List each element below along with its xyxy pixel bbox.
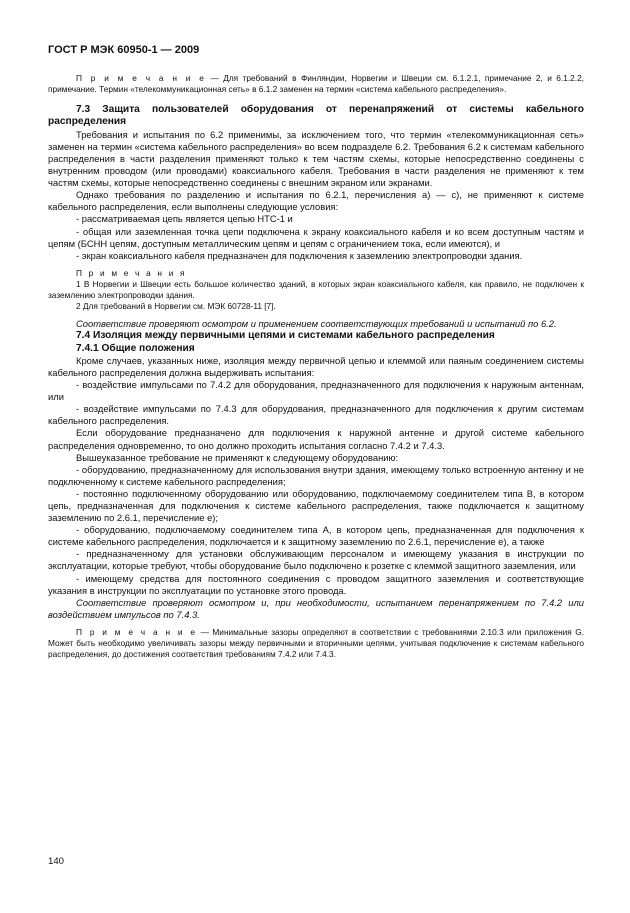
list-item: - общая или заземленная точка цепи подключена к экрану коаксиального кабеля и ко всем доступным частям и цепям (БСНН цепям, доступным металлическим цепям и цепям с ограничением тока, если имеются), и	[48, 225, 584, 249]
compliance-7-4: Соответствие проверяют осмотром и, при необходимости, испытанием перенапряжением по 7.4.2 или воздействием импульсов по 7.4.3.	[48, 596, 584, 620]
note-item: 2 Для требований в Норвегии см. МЭК 60728-11 [7].	[76, 301, 276, 312]
document-page	[48, 44, 584, 660]
notes-label: П р и м е ч а н и я	[76, 267, 187, 278]
list-item: - воздействие импульсами по 7.4.3 для оборудования, предназначенного для подключения к другим системам кабельного распределения.	[48, 403, 584, 427]
list-item: - оборудованию, предназначенному для использования внутри здания, имеющему только встроенную антенну и не подключенному к системе кабельного распределения;	[48, 463, 584, 487]
note-label: П р и м е ч а н и е	[76, 626, 198, 637]
list-item: - имеющему средства для постоянного соединения с проводом защитного заземления и соответствующие указания в инструкции по эксплуатации по установке этого провода.	[48, 572, 584, 596]
note-item: 1 В Норвегии и Швеции есть большое количество зданий, в которых экран коаксиального кабеля, как правило, не подключен к заземлению электропроводки здания.	[48, 278, 584, 300]
standard-header: ГОСТ Р МЭК 60950-1 — 2009	[48, 44, 200, 56]
note-clearances	[48, 627, 584, 660]
list-item: - экран коаксиального кабеля предназначен для подключения к заземлению электропроводки здания.	[76, 249, 523, 261]
note-label: П р и м е ч а н и е	[76, 73, 207, 83]
note-text: — Для требований в Финляндии, Норвегии и Швеции см. 6.1.2.1, примечание 2, и 6.1.2.2, примечание. Термин «телекоммуникационная сеть» в 6.1.2 заменен на термин «система кабельного распределения».	[48, 73, 584, 95]
note-text: — Минимальные зазоры определяют в соответствии с требованиями 2.10.3 или приложения G. Может быть необходимо увеличивать зазоры между первичными и вторичными цепями, учитывая подключение к системам кабельного распределения, до достижения соответствия требованиям 7.4.2 или 7.4.3.	[48, 626, 584, 660]
list-item: - оборудованию, подключаемому соединителем типа А, в котором цепь, предназначенная для подключения к системе кабельного распределения, подключается и к защитному заземлению по 2.6.1, перечисление е), а также	[48, 524, 584, 548]
list-item: - постоянно подключенному оборудованию или оборудованию, подключаемому соединителем типа В, в котором цепь, предназначенная для подключения к системе кабельного распределения, также подключается к защитному заземлению по 2.6.1, перечисление е);	[48, 487, 584, 524]
compliance-7-3: Соответствие проверяют осмотром и применением соответствующих требований и испытаний по 6.2.	[76, 318, 557, 330]
note-finland	[48, 73, 584, 95]
section-7-3-paragraph-1: Требования и испытания по 6.2 применимы, за исключением того, что термин «телекоммуникационная сеть» заменен на термин «система кабельного распределения» во всем подразделе 6.2. Требования 6.2 к системам кабельного распределения в части разделения применяют только к тем частям схемы, которые непосредственно соединены с внутренним проводом (или проводами) коаксиального кабеля. Требования в части разделения не применяют к тем частям схемы, которые непосредственно соединены с внешним экраном или экранами.	[48, 128, 584, 189]
page-number: 140	[48, 856, 65, 867]
list-item: - рассматриваемая цепь является цепью НТС-1 и	[76, 213, 293, 225]
section-7-3-title: 7.3 Защита пользователей оборудования от перенапряжений от системы кабельного распределения	[48, 104, 584, 128]
section-7-4-1-title: 7.4.1 Общие положения	[76, 342, 195, 354]
section-7-3-paragraph-2: Однако требования по разделению и испытания по 6.2.1, перечисления а) — с), не применяют к системе кабельного распределения, если выполнены следующие условия:	[48, 189, 584, 213]
section-7-4-title: 7.4 Изоляция между первичными цепями и системами кабельного распределения	[76, 330, 495, 342]
list-item: - предназначенному для установки обслуживающим персоналом и имеющему указания в инструкции по эксплуатации, которые требуют, чтобы оборудование было подключено к розетке с клеммой защитного заземления, или	[48, 548, 584, 572]
section-7-4-paragraph-2: Если оборудование предназначено для подключения к наружной антенне и другой системе кабельного распределения одновременно, то оно должно проходить испытания согласно 7.4.2 и 7.4.3.	[48, 427, 584, 451]
section-7-4-paragraph-3: Вышеуказанное требование не применяют к следующему оборудованию:	[76, 451, 399, 463]
list-item: - воздействие импульсами по 7.4.2 для оборудования, предназначенного для подключения к наружным антеннам, или	[48, 379, 584, 403]
section-7-4-paragraph-1: Кроме случаев, указанных ниже, изоляция между первичной цепью и клеммой или паяным соединением системы кабельного распределения должна выдерживать испытания:	[48, 354, 584, 378]
